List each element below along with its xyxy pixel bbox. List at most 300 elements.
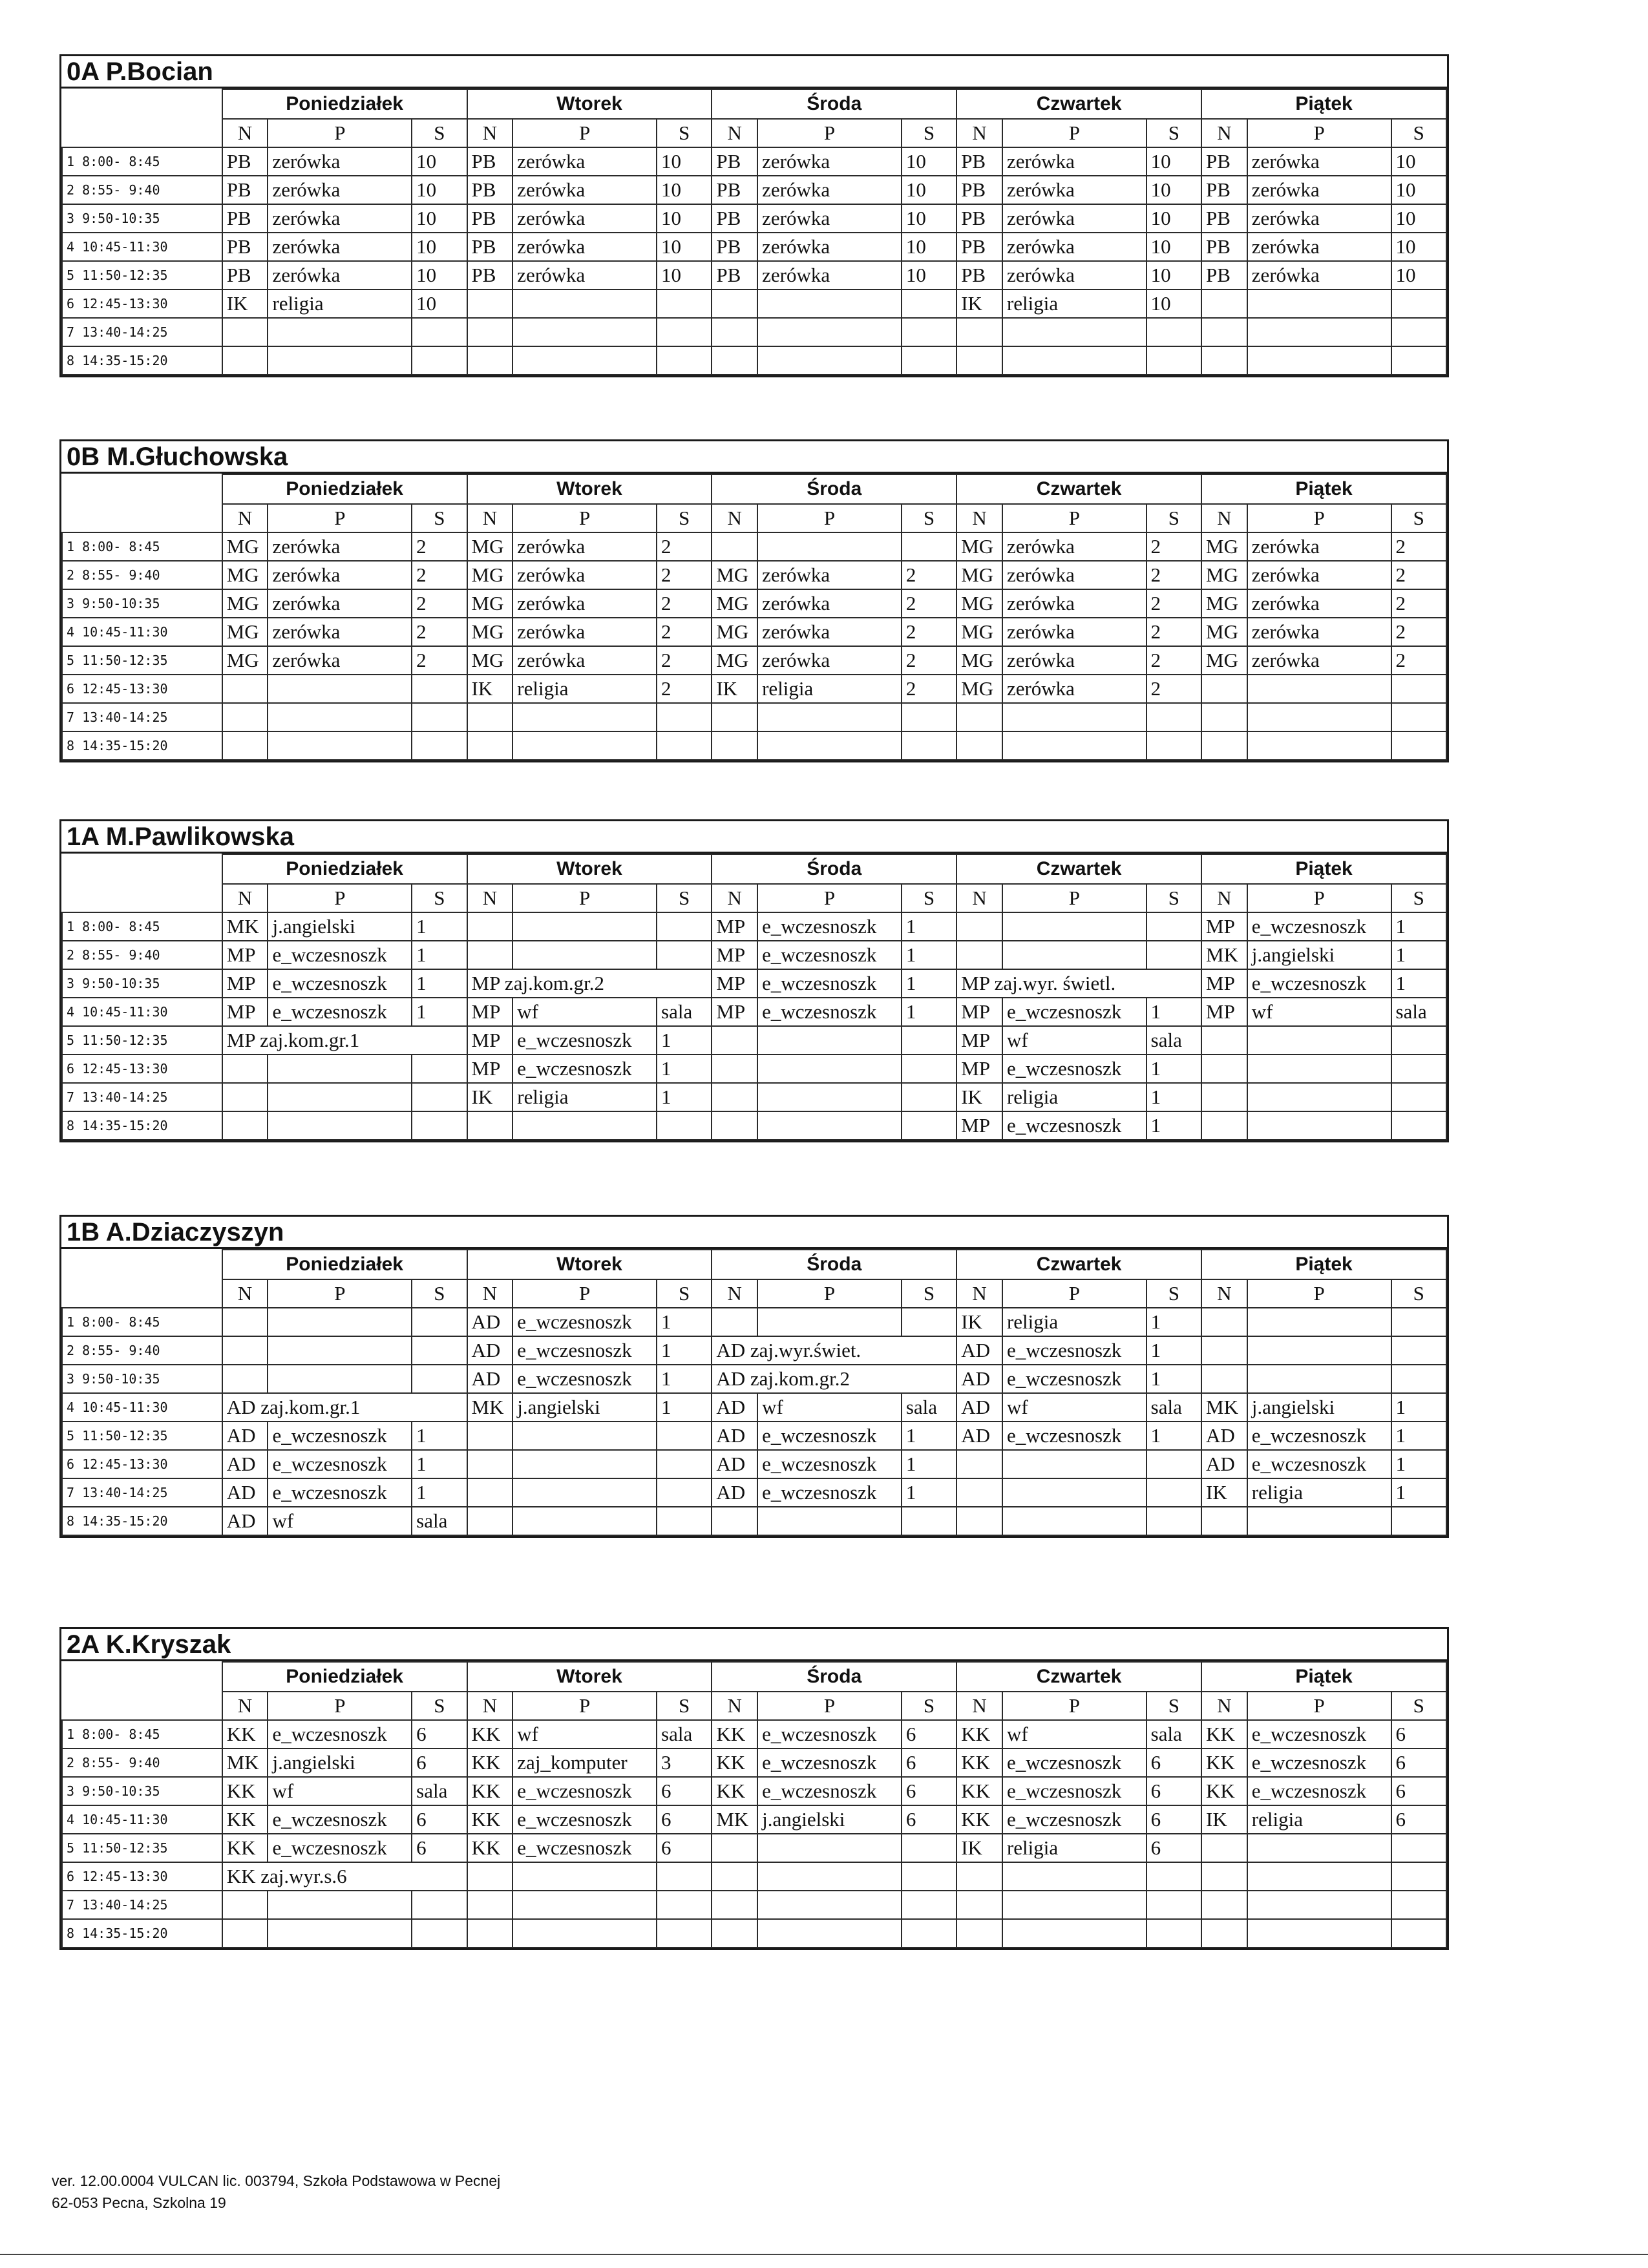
- column-header-p: P: [1002, 1692, 1146, 1720]
- room-cell: 1: [902, 969, 956, 998]
- teacher-cell: KK: [956, 1805, 1002, 1834]
- room-cell: 1: [1391, 1393, 1446, 1422]
- teacher-cell: MG: [956, 561, 1002, 589]
- teacher-cell: MP: [956, 1111, 1002, 1140]
- room-cell: 6: [1391, 1777, 1446, 1805]
- lesson-header-blank: [62, 474, 222, 532]
- subject-cell: e_wczesnoszk: [757, 1748, 902, 1777]
- lesson-time: 3 9:50-10:35: [62, 969, 222, 998]
- subject-cell: [268, 675, 412, 703]
- subject-cell: [1002, 318, 1146, 346]
- room-cell: [412, 675, 467, 703]
- room-cell: 10: [1391, 176, 1446, 204]
- subject-cell: j.angielski: [757, 1805, 902, 1834]
- lesson-row: [62, 1720, 1446, 1748]
- room-cell: [657, 941, 712, 969]
- room-cell: 2: [657, 646, 712, 675]
- lesson-row: [62, 998, 1446, 1026]
- column-header-s: S: [1146, 1279, 1201, 1308]
- column-header-n: N: [1201, 119, 1247, 147]
- room-cell: 2: [657, 589, 712, 618]
- subject-cell: [1247, 1308, 1391, 1336]
- room-cell: 1: [1146, 1055, 1201, 1083]
- subject-cell: zerówka: [268, 176, 412, 204]
- subject-cell: [757, 1919, 902, 1948]
- merged-lesson-cell: AD zaj.kom.gr.1: [222, 1393, 467, 1422]
- subject-cell: zerówka: [268, 261, 412, 289]
- lesson-time: 5 11:50-12:35: [62, 1834, 222, 1862]
- lesson-time: 6 12:45-13:30: [62, 675, 222, 703]
- room-cell: 2: [902, 675, 956, 703]
- column-header-p: P: [268, 1692, 412, 1720]
- teacher-cell: [956, 703, 1002, 731]
- room-cell: 6: [1391, 1720, 1446, 1748]
- subject-cell: zerówka: [512, 618, 657, 646]
- room-cell: 1: [1146, 1111, 1201, 1140]
- subject-cell: [1247, 1365, 1391, 1393]
- subject-cell: [512, 1422, 657, 1450]
- subject-cell: wf: [268, 1777, 412, 1805]
- subject-cell: j.angielski: [512, 1393, 657, 1422]
- room-cell: 10: [412, 261, 467, 289]
- subject-cell: [1247, 1834, 1391, 1862]
- lesson-header-blank: [62, 854, 222, 912]
- subject-cell: j.angielski: [1247, 941, 1391, 969]
- column-header-p: P: [757, 504, 902, 532]
- subject-cell: [757, 1308, 902, 1336]
- teacher-cell: KK: [956, 1748, 1002, 1777]
- subject-cell: [1002, 731, 1146, 760]
- subject-cell: zerówka: [1247, 176, 1391, 204]
- subject-cell: religia: [1002, 1834, 1146, 1862]
- column-header-s: S: [902, 884, 956, 912]
- room-cell: [1146, 1891, 1201, 1919]
- column-header-p: P: [512, 1279, 657, 1308]
- subject-cell: [757, 346, 902, 375]
- subject-cell: [1247, 1336, 1391, 1365]
- room-cell: [902, 703, 956, 731]
- teacher-cell: [222, 1919, 268, 1948]
- lesson-row: [62, 1507, 1446, 1535]
- column-header-n: N: [467, 1279, 513, 1308]
- subject-cell: [1002, 703, 1146, 731]
- teacher-cell: [956, 318, 1002, 346]
- subject-cell: [1247, 1111, 1391, 1140]
- room-cell: [1391, 289, 1446, 318]
- teacher-cell: AD: [222, 1507, 268, 1535]
- teacher-cell: [467, 1111, 513, 1140]
- subject-cell: e_wczesnoszk: [1247, 1748, 1391, 1777]
- column-header-n: N: [712, 504, 757, 532]
- column-header-n: N: [712, 884, 757, 912]
- room-cell: 2: [412, 589, 467, 618]
- lesson-time: 6 12:45-13:30: [62, 289, 222, 318]
- teacher-cell: MK: [222, 912, 268, 941]
- room-cell: 10: [412, 233, 467, 261]
- teacher-cell: [956, 1478, 1002, 1507]
- room-cell: [902, 1834, 956, 1862]
- subject-cell: [757, 703, 902, 731]
- teacher-cell: PB: [222, 204, 268, 233]
- column-header-p: P: [1002, 119, 1146, 147]
- footer: [52, 2170, 500, 2214]
- teacher-cell: [712, 1083, 757, 1111]
- subject-cell: [1002, 912, 1146, 941]
- subject-cell: e_wczesnoszk: [1002, 1365, 1146, 1393]
- subject-cell: e_wczesnoszk: [1247, 1422, 1391, 1450]
- room-cell: 6: [902, 1777, 956, 1805]
- subject-cell: zerówka: [1247, 147, 1391, 176]
- day-header: Poniedziałek: [222, 854, 467, 884]
- lesson-time: 2 8:55- 9:40: [62, 1748, 222, 1777]
- room-cell: [657, 1507, 712, 1535]
- room-cell: 2: [1391, 589, 1446, 618]
- lesson-time: 7 13:40-14:25: [62, 1478, 222, 1507]
- teacher-cell: IK: [222, 289, 268, 318]
- subject-cell: zerówka: [1002, 233, 1146, 261]
- teacher-cell: MP: [712, 998, 757, 1026]
- subject-cell: [512, 1919, 657, 1948]
- timetable-grid: [61, 1249, 1447, 1536]
- room-cell: 10: [1146, 176, 1201, 204]
- teacher-cell: [712, 1891, 757, 1919]
- room-cell: [902, 532, 956, 561]
- room-cell: [412, 731, 467, 760]
- day-header-row: [62, 854, 1446, 884]
- class-timetable: [59, 54, 1449, 377]
- lesson-row: [62, 1083, 1446, 1111]
- column-header-s: S: [657, 884, 712, 912]
- teacher-cell: [467, 703, 513, 731]
- teacher-cell: AD: [1201, 1450, 1247, 1478]
- subject-cell: [1247, 289, 1391, 318]
- subject-cell: [757, 1891, 902, 1919]
- room-cell: 1: [1391, 1478, 1446, 1507]
- subject-cell: e_wczesnoszk: [1002, 1055, 1146, 1083]
- teacher-cell: IK: [1201, 1805, 1247, 1834]
- subject-cell: [1002, 1507, 1146, 1535]
- teacher-cell: PB: [956, 147, 1002, 176]
- room-cell: 2: [902, 618, 956, 646]
- subject-cell: religia: [1247, 1478, 1391, 1507]
- teacher-cell: MP: [956, 1026, 1002, 1055]
- subject-cell: zerówka: [512, 561, 657, 589]
- teacher-cell: MG: [956, 675, 1002, 703]
- subject-cell: e_wczesnoszk: [512, 1026, 657, 1055]
- room-cell: 1: [902, 912, 956, 941]
- lesson-time: 5 11:50-12:35: [62, 261, 222, 289]
- subject-cell: [268, 1308, 412, 1336]
- teacher-cell: KK: [222, 1834, 268, 1862]
- bottom-rule: [0, 2254, 1648, 2255]
- teacher-cell: MP: [467, 1026, 513, 1055]
- column-header-n: N: [1201, 884, 1247, 912]
- subject-cell: zerówka: [268, 589, 412, 618]
- room-cell: [902, 289, 956, 318]
- room-cell: 6: [657, 1777, 712, 1805]
- lesson-time: 1 8:00- 8:45: [62, 147, 222, 176]
- lesson-time: 8 14:35-15:20: [62, 1919, 222, 1948]
- day-header: Środa: [712, 1250, 956, 1279]
- day-header: Poniedziałek: [222, 1662, 467, 1692]
- subject-cell: religia: [512, 675, 657, 703]
- room-cell: sala: [1146, 1026, 1201, 1055]
- teacher-cell: [222, 703, 268, 731]
- room-cell: 6: [412, 1805, 467, 1834]
- subject-cell: zerówka: [757, 233, 902, 261]
- subject-cell: zerówka: [1002, 204, 1146, 233]
- teacher-cell: PB: [222, 261, 268, 289]
- room-cell: 10: [1391, 147, 1446, 176]
- teacher-cell: MG: [467, 618, 513, 646]
- teacher-cell: KK: [956, 1777, 1002, 1805]
- teacher-cell: AD: [712, 1478, 757, 1507]
- teacher-cell: MG: [956, 646, 1002, 675]
- column-header-s: S: [1391, 1692, 1446, 1720]
- teacher-cell: [467, 289, 513, 318]
- lesson-row: [62, 346, 1446, 375]
- teacher-cell: PB: [712, 204, 757, 233]
- room-cell: [1391, 1026, 1446, 1055]
- room-cell: [1391, 675, 1446, 703]
- room-cell: 1: [1146, 1336, 1201, 1365]
- column-header-row: [62, 119, 1446, 147]
- column-header-p: P: [268, 884, 412, 912]
- class-timetable: [59, 1215, 1449, 1538]
- room-cell: [412, 346, 467, 375]
- lesson-time: 6 12:45-13:30: [62, 1450, 222, 1478]
- room-cell: [1146, 1478, 1201, 1507]
- room-cell: [1391, 1365, 1446, 1393]
- day-header: Wtorek: [467, 89, 712, 119]
- subject-cell: religia: [1002, 1083, 1146, 1111]
- teacher-cell: MK: [1201, 1393, 1247, 1422]
- room-cell: 1: [1146, 1422, 1201, 1450]
- lesson-time: 1 8:00- 8:45: [62, 1720, 222, 1748]
- column-header-n: N: [222, 1279, 268, 1308]
- subject-cell: e_wczesnoszk: [1002, 1748, 1146, 1777]
- lesson-time: 2 8:55- 9:40: [62, 561, 222, 589]
- day-header-row: [62, 1662, 1446, 1692]
- class-title: 0A P.Bocian: [61, 56, 1447, 89]
- room-cell: 2: [1146, 532, 1201, 561]
- subject-cell: [268, 346, 412, 375]
- subject-cell: religia: [268, 289, 412, 318]
- teacher-cell: MP: [956, 1055, 1002, 1083]
- subject-cell: j.angielski: [1247, 1393, 1391, 1422]
- teacher-cell: PB: [467, 204, 513, 233]
- room-cell: 1: [657, 1026, 712, 1055]
- column-header-n: N: [467, 119, 513, 147]
- column-header-s: S: [902, 1692, 956, 1720]
- teacher-cell: PB: [467, 147, 513, 176]
- teacher-cell: MG: [956, 532, 1002, 561]
- subject-cell: [512, 703, 657, 731]
- lesson-row: [62, 1336, 1446, 1365]
- column-header-row: [62, 884, 1446, 912]
- teacher-cell: [956, 1919, 1002, 1948]
- subject-cell: wf: [512, 1720, 657, 1748]
- teacher-cell: [1201, 1507, 1247, 1535]
- column-header-s: S: [412, 119, 467, 147]
- room-cell: 6: [657, 1805, 712, 1834]
- teacher-cell: IK: [956, 1834, 1002, 1862]
- teacher-cell: AD: [712, 1393, 757, 1422]
- teacher-cell: MK: [222, 1748, 268, 1777]
- lesson-time: 8 14:35-15:20: [62, 731, 222, 760]
- column-header-p: P: [512, 504, 657, 532]
- lesson-time: 6 12:45-13:30: [62, 1055, 222, 1083]
- subject-cell: zerówka: [512, 147, 657, 176]
- subject-cell: religia: [1247, 1805, 1391, 1834]
- teacher-cell: [712, 1862, 757, 1891]
- room-cell: 6: [902, 1805, 956, 1834]
- column-header-s: S: [902, 119, 956, 147]
- subject-cell: zerówka: [268, 532, 412, 561]
- room-cell: [1146, 941, 1201, 969]
- room-cell: 10: [1146, 289, 1201, 318]
- subject-cell: [512, 1478, 657, 1507]
- footer-address-line: 62-053 Pecna, Szkolna 19: [52, 2194, 226, 2211]
- room-cell: [657, 1891, 712, 1919]
- subject-cell: [268, 1055, 412, 1083]
- lesson-row: [62, 1478, 1446, 1507]
- room-cell: [412, 1891, 467, 1919]
- teacher-cell: PB: [1201, 176, 1247, 204]
- room-cell: 10: [657, 233, 712, 261]
- column-header-p: P: [1247, 1692, 1391, 1720]
- teacher-cell: [1201, 1365, 1247, 1393]
- lesson-time: 8 14:35-15:20: [62, 346, 222, 375]
- teacher-cell: IK: [712, 675, 757, 703]
- subject-cell: [268, 318, 412, 346]
- room-cell: [412, 1308, 467, 1336]
- day-header: Środa: [712, 854, 956, 884]
- lesson-row: [62, 1748, 1446, 1777]
- room-cell: [902, 1862, 956, 1891]
- teacher-cell: [956, 941, 1002, 969]
- room-cell: [902, 1026, 956, 1055]
- room-cell: [412, 1365, 467, 1393]
- subject-cell: zerówka: [757, 176, 902, 204]
- lesson-time: 5 11:50-12:35: [62, 1026, 222, 1055]
- class-title: 2A K.Kryszak: [61, 1629, 1447, 1661]
- teacher-cell: MP: [956, 998, 1002, 1026]
- subject-cell: [268, 703, 412, 731]
- room-cell: [657, 1422, 712, 1450]
- lesson-time: 3 9:50-10:35: [62, 589, 222, 618]
- subject-cell: e_wczesnoszk: [1247, 969, 1391, 998]
- teacher-cell: AD: [222, 1478, 268, 1507]
- teacher-cell: PB: [1201, 233, 1247, 261]
- lesson-row: [62, 1450, 1446, 1478]
- teacher-cell: AD: [222, 1450, 268, 1478]
- subject-cell: [757, 1507, 902, 1535]
- subject-cell: e_wczesnoszk: [1002, 1422, 1146, 1450]
- subject-cell: wf: [757, 1393, 902, 1422]
- column-header-s: S: [1391, 1279, 1446, 1308]
- teacher-cell: AD: [956, 1365, 1002, 1393]
- subject-cell: e_wczesnoszk: [268, 998, 412, 1026]
- subject-cell: e_wczesnoszk: [1002, 1805, 1146, 1834]
- room-cell: 2: [1391, 532, 1446, 561]
- column-header-s: S: [1146, 1692, 1201, 1720]
- lesson-time: 5 11:50-12:35: [62, 646, 222, 675]
- teacher-cell: [712, 1834, 757, 1862]
- day-header: Czwartek: [956, 1250, 1201, 1279]
- room-cell: 2: [1146, 561, 1201, 589]
- teacher-cell: KK: [1201, 1748, 1247, 1777]
- room-cell: [902, 1308, 956, 1336]
- subject-cell: [512, 1891, 657, 1919]
- teacher-cell: MG: [956, 589, 1002, 618]
- column-header-p: P: [1002, 1279, 1146, 1308]
- subject-cell: e_wczesnoszk: [757, 1777, 902, 1805]
- subject-cell: e_wczesnoszk: [512, 1055, 657, 1083]
- column-header-p: P: [757, 1279, 902, 1308]
- teacher-cell: [1201, 1834, 1247, 1862]
- teacher-cell: AD: [467, 1336, 513, 1365]
- teacher-cell: [222, 1336, 268, 1365]
- lesson-time: 2 8:55- 9:40: [62, 176, 222, 204]
- subject-cell: zerówka: [1247, 204, 1391, 233]
- subject-cell: [512, 941, 657, 969]
- subject-cell: [1247, 318, 1391, 346]
- day-header: Poniedziałek: [222, 89, 467, 119]
- teacher-cell: AD: [956, 1422, 1002, 1450]
- subject-cell: wf: [1002, 1393, 1146, 1422]
- teacher-cell: IK: [467, 1083, 513, 1111]
- room-cell: 2: [657, 532, 712, 561]
- lesson-row: [62, 204, 1446, 233]
- room-cell: 6: [902, 1748, 956, 1777]
- timetable-grid: [61, 89, 1447, 375]
- teacher-cell: KK: [467, 1834, 513, 1862]
- teacher-cell: [222, 1055, 268, 1083]
- teacher-cell: [222, 731, 268, 760]
- subject-cell: [1002, 1862, 1146, 1891]
- room-cell: 1: [902, 1450, 956, 1478]
- room-cell: 6: [1146, 1748, 1201, 1777]
- day-header: Czwartek: [956, 89, 1201, 119]
- lesson-row: [62, 969, 1446, 998]
- subject-cell: [268, 1891, 412, 1919]
- subject-cell: zerówka: [757, 646, 902, 675]
- teacher-cell: KK: [222, 1777, 268, 1805]
- subject-cell: e_wczesnoszk: [1247, 1720, 1391, 1748]
- subject-cell: e_wczesnoszk: [512, 1777, 657, 1805]
- merged-lesson-cell: MP zaj.kom.gr.1: [222, 1026, 467, 1055]
- teacher-cell: [712, 1026, 757, 1055]
- lesson-time: 8 14:35-15:20: [62, 1111, 222, 1140]
- room-cell: 2: [1146, 675, 1201, 703]
- merged-lesson-cell: KK zaj.wyr.s.6: [222, 1862, 467, 1891]
- lesson-time: 2 8:55- 9:40: [62, 941, 222, 969]
- room-cell: 10: [902, 233, 956, 261]
- merged-lesson-cell: MP zaj.wyr. świetl.: [956, 969, 1201, 998]
- room-cell: 10: [657, 147, 712, 176]
- room-cell: 1: [1146, 1365, 1201, 1393]
- teacher-cell: KK: [222, 1720, 268, 1748]
- subject-cell: zerówka: [757, 204, 902, 233]
- column-header-s: S: [412, 504, 467, 532]
- column-header-p: P: [512, 119, 657, 147]
- room-cell: 10: [1146, 261, 1201, 289]
- teacher-cell: MG: [1201, 561, 1247, 589]
- teacher-cell: [956, 731, 1002, 760]
- column-header-s: S: [1146, 504, 1201, 532]
- teacher-cell: MK: [712, 1805, 757, 1834]
